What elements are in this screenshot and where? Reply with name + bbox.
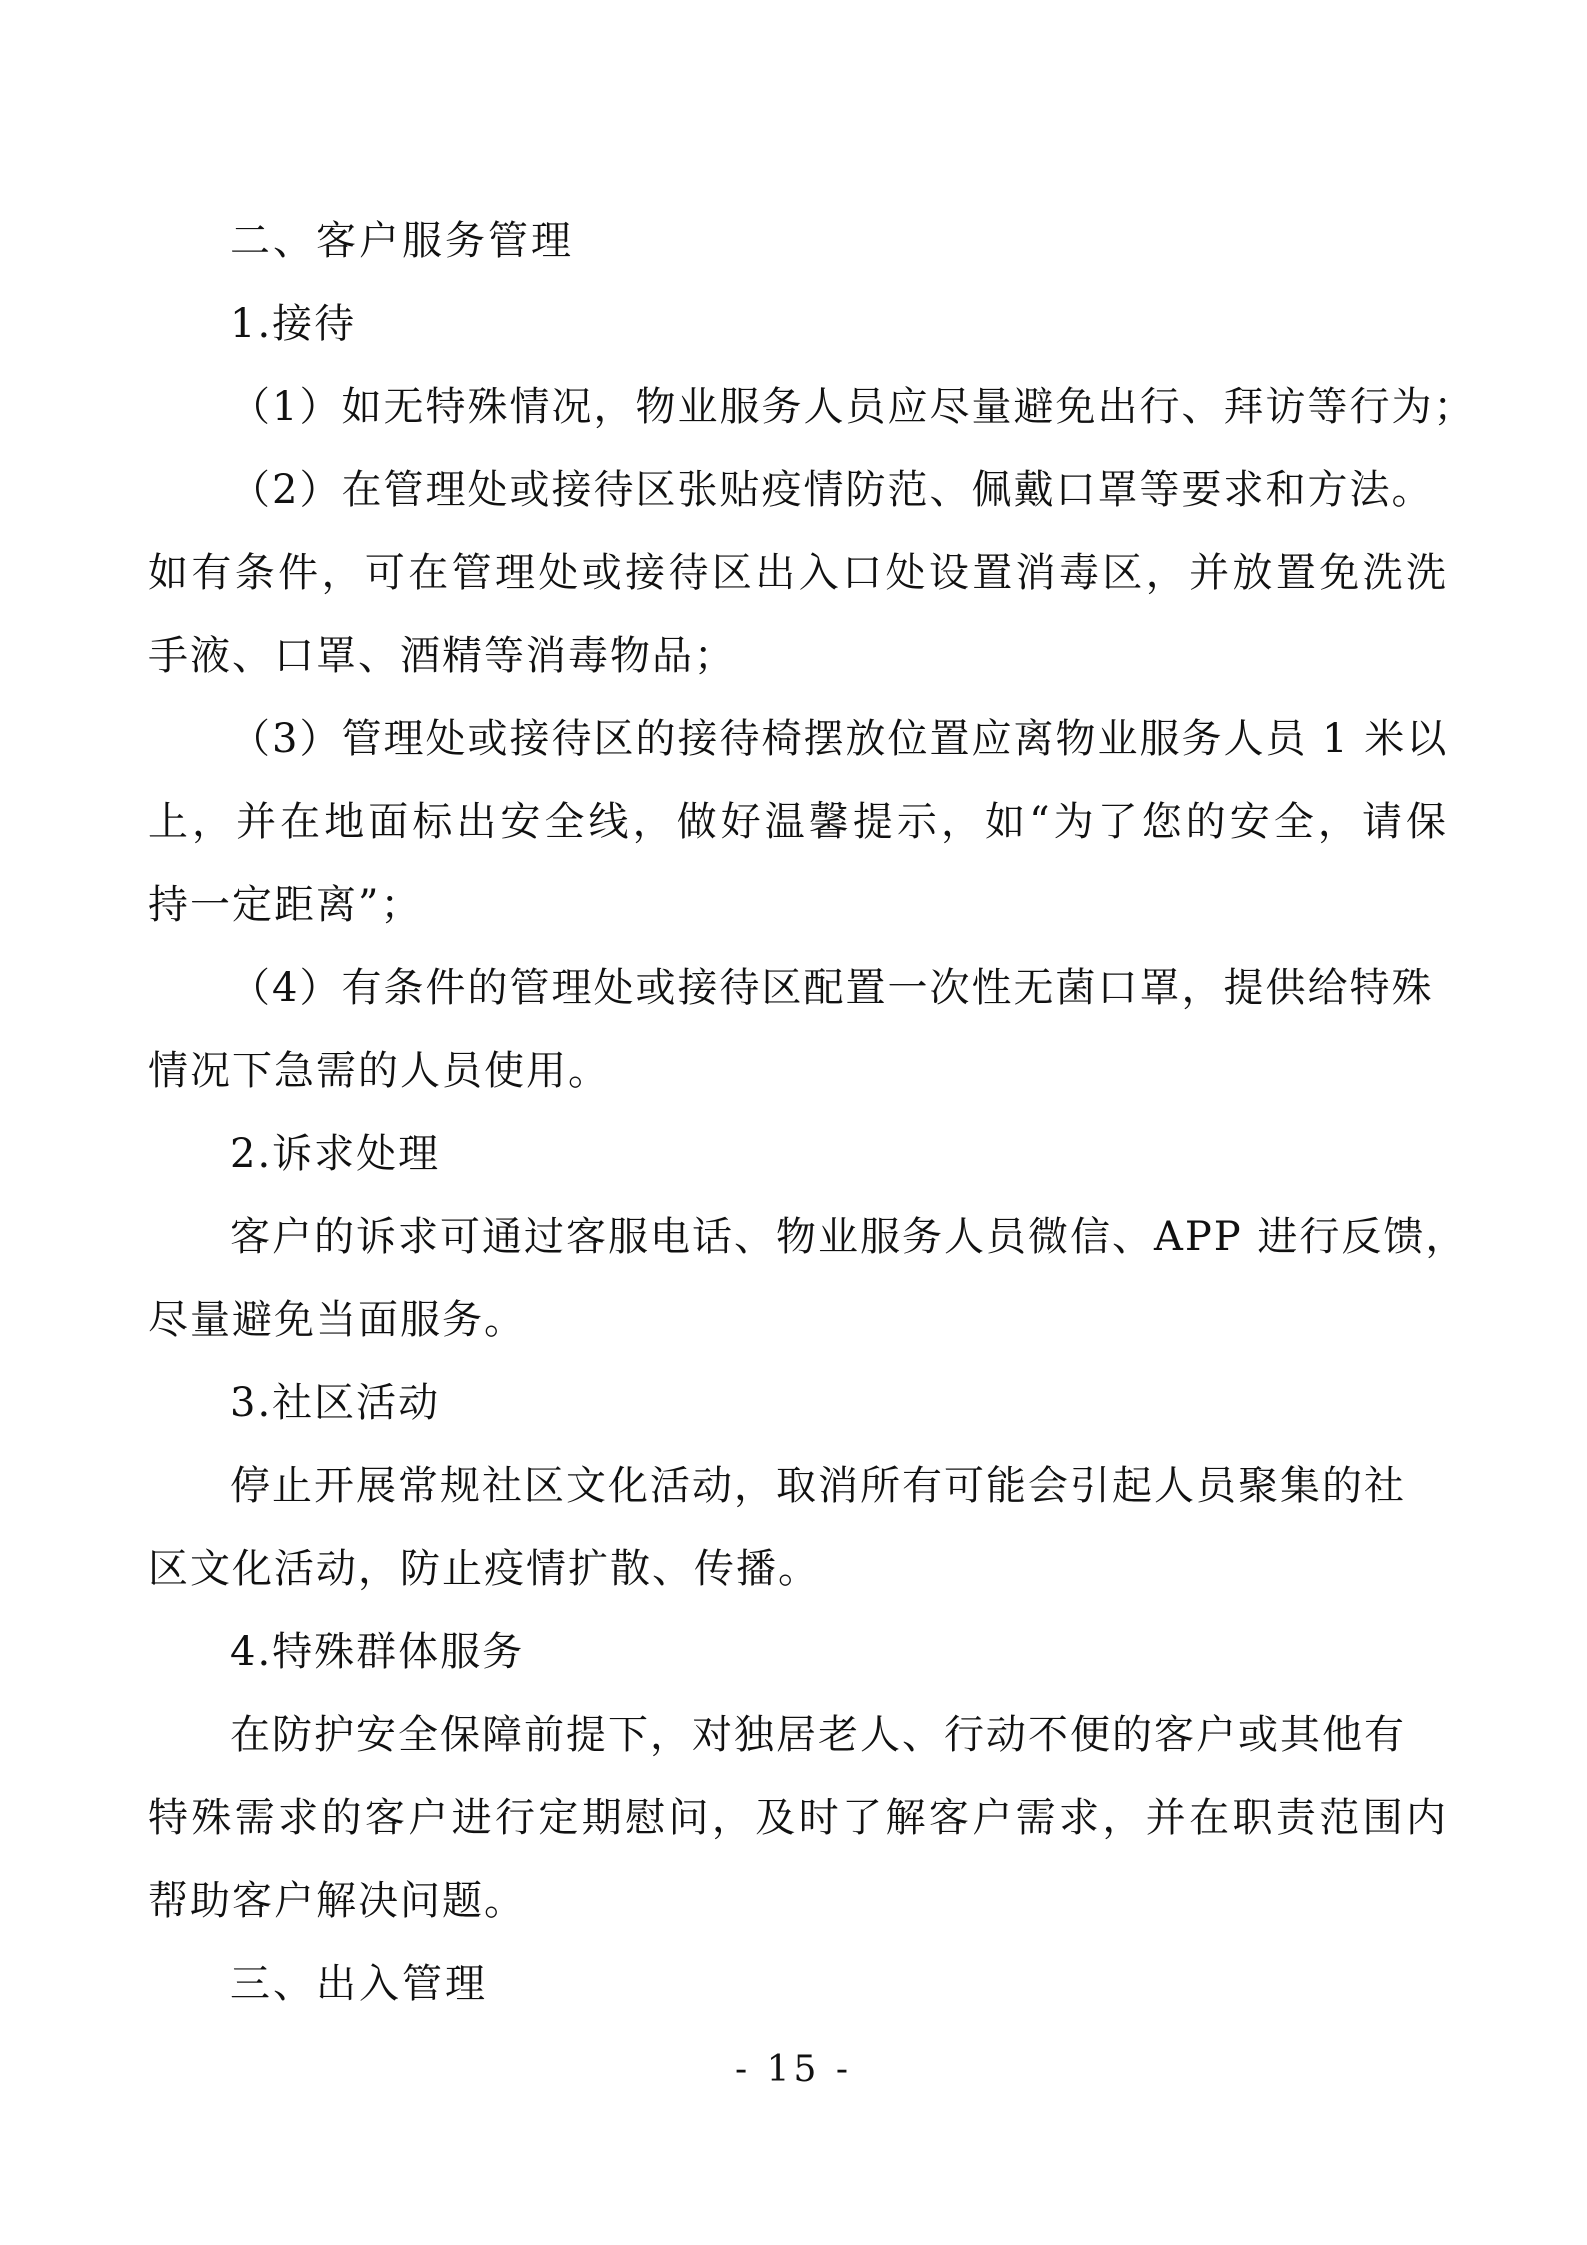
subsection-heading-reception: 1.接待 [230, 301, 357, 347]
paragraph-line: （3）管理处或接待区的接待椅摆放位置应离物业服务人员 1 米以 [230, 716, 1449, 762]
paragraph-line: 停止开展常规社区文化活动，取消所有可能会引起人员聚集的社 [230, 1463, 1406, 1509]
paragraph-line: （2）在管理处或接待区张贴疫情防范、佩戴口罩等要求和方法。 [230, 467, 1434, 513]
subsection-heading-special-groups: 4.特殊群体服务 [230, 1629, 525, 1675]
paragraph-line: 持一定距离”； [148, 882, 423, 928]
paragraph-line: 尽量避免当面服务。 [148, 1297, 526, 1343]
document-body [148, 200, 1476, 2026]
paragraph-line: （1）如无特殊情况，物业服务人员应尽量避免出行、拜访等行为； [230, 384, 1476, 430]
section-heading-access-management: 三、出入管理 [230, 1961, 488, 2007]
paragraph-line: 客户的诉求可通过客服电话、物业服务人员微信、APP 进行反馈， [230, 1214, 1468, 1260]
paragraph-line: 上，并在地面标出安全线，做好温馨提示，如“为了您的安全，请保 [148, 799, 1448, 845]
paragraph-line: 帮助客户解决问题。 [148, 1878, 526, 1924]
paragraph-line: 情况下急需的人员使用。 [148, 1048, 610, 1094]
paragraph-line: 手液、口罩、酒精等消毒物品； [148, 633, 736, 679]
section-heading-customer-service: 二、客户服务管理 [230, 218, 574, 264]
subsection-heading-complaints: 2.诉求处理 [230, 1131, 441, 1177]
paragraph-line: 特殊需求的客户进行定期慰问，及时了解客户需求，并在职责范围内 [148, 1795, 1448, 1841]
subsection-heading-community-activities: 3.社区活动 [230, 1380, 441, 1426]
paragraph-line: （4）有条件的管理处或接待区配置一次性无菌口罩，提供给特殊 [230, 965, 1434, 1011]
paragraph-line: 在防护安全保障前提下，对独居老人、行动不便的客户或其他有 [230, 1712, 1406, 1758]
page-number: - 15 - [734, 2049, 853, 2090]
paragraph-line: 如有条件，可在管理处或接待区出入口处设置消毒区，并放置免洗洗 [148, 550, 1448, 596]
paragraph-line: 区文化活动，防止疫情扩散、传播。 [148, 1546, 820, 1592]
